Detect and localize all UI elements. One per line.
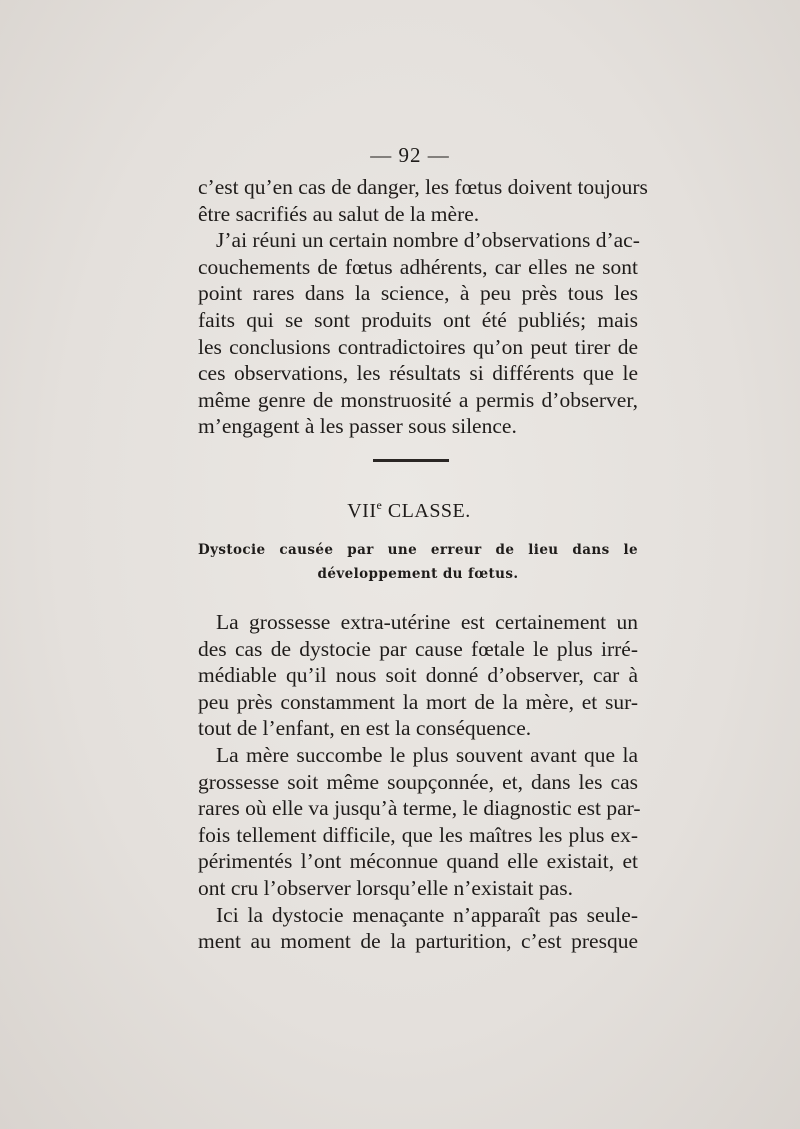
text-line: c’est qu’en cas de danger, les fœtus doivent toujours bbox=[198, 175, 648, 199]
page-number: — 92 — bbox=[370, 143, 450, 167]
text-line: La mère succombe le plus souvent avant que la bbox=[216, 742, 638, 767]
text-line: couchements de fœtus adhérents, car elles ne sont bbox=[198, 254, 638, 279]
class-word: CLASSE. bbox=[382, 500, 471, 522]
text-line: m’engagent à les passer sous silence. bbox=[198, 414, 517, 439]
text-line: même genre de monstruosité a permis d’observer, bbox=[198, 387, 638, 412]
text-line: rares où elle va jusqu’à terme, le diagnostic est par- bbox=[198, 796, 641, 821]
text-line: faits qui se sont produits ont été publiés; mais bbox=[198, 307, 638, 332]
text-line: médiable qu’il nous soit donné d’observer, car à bbox=[198, 663, 638, 688]
text-line: point rares dans la science, à peu près tous les bbox=[198, 281, 638, 306]
text-line: peu près constamment la mort de la mère, et sur- bbox=[198, 689, 638, 714]
text-line: ment au moment de la parturition, c’est presque bbox=[198, 929, 638, 954]
text-line: ont cru l’observer lorsqu’elle n’existait pas. bbox=[198, 875, 573, 900]
text-line: La grossesse extra-utérine est certainement un bbox=[216, 610, 638, 634]
paragraph-block-top bbox=[198, 174, 648, 440]
section-heading bbox=[0, 498, 800, 523]
text-line: grossesse soit même soupçonnée, et, dans les cas bbox=[198, 769, 638, 794]
section-subtitle-line-2: développement du fœtus. bbox=[317, 566, 519, 582]
class-superscript: e bbox=[376, 498, 383, 512]
class-numeral: VII bbox=[347, 500, 377, 522]
text-line: des cas de dystocie par cause fœtale le plus irré- bbox=[198, 636, 638, 661]
text-line: tout de l’enfant, en est la conséquence. bbox=[198, 716, 532, 741]
text-line: être sacrifiés au salut de la mère. bbox=[198, 201, 480, 226]
section-subtitle-line-1: Dystocie causée par une erreur de lieu dans le bbox=[198, 542, 638, 558]
text-line: fois tellement difficile, que les maîtres les plus ex- bbox=[198, 822, 638, 847]
text-line: périmentés l’ont méconnue quand elle existait, et bbox=[198, 849, 638, 874]
text-line: les conclusions contradictoires qu’on peut tirer de bbox=[198, 334, 638, 359]
text-line: J’ai réuni un certain nombre d’observations d’ac- bbox=[216, 228, 640, 253]
section-divider bbox=[373, 459, 449, 462]
paragraph-block-bottom bbox=[198, 609, 641, 955]
text-line: Ici la dystocie menaçante n’apparaît pas seule- bbox=[216, 902, 638, 927]
text-line: ces observations, les résultats si différents que le bbox=[198, 361, 638, 386]
